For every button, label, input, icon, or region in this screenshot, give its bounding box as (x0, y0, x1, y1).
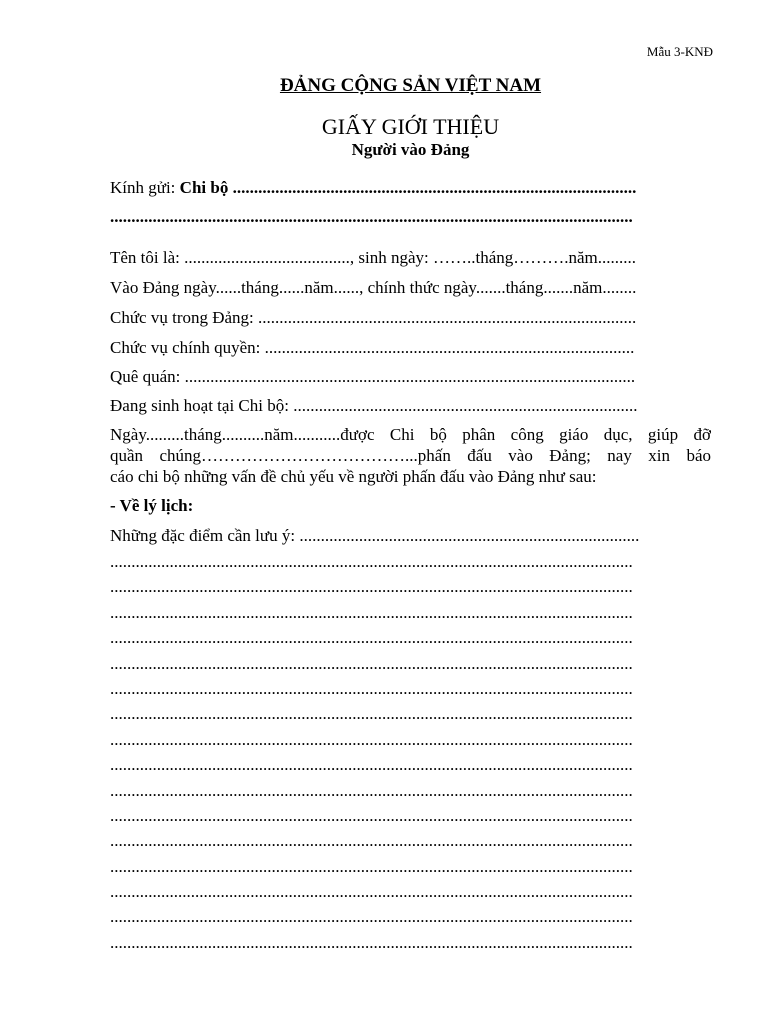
dot-line: ........................................................................................................................... (110, 678, 633, 698)
dot-line: ........................................................................................................................... (110, 755, 633, 775)
notes-dot-lines (110, 549, 711, 955)
form-code: Mẫu 3-KNĐ (646, 44, 713, 59)
notes-field: Những đặc điểm cần lưu ý: ................................................................................ (110, 526, 640, 545)
dot-line: ........................................................................................................................... (110, 780, 633, 800)
government-position-field: Chức vụ chính quyền: ....................................................................................... (110, 338, 635, 357)
party-position-field: Chức vụ trong Đảng: ......................................................................................... (110, 308, 637, 327)
hometown-field: Quê quán: .......................................................................................................... (110, 367, 636, 386)
background-heading: - Về lý lịch: (110, 496, 194, 515)
dot-line: ........................................................................................................................... (110, 805, 633, 825)
organization-name: ĐẢNG CỘNG SẢN VIỆT NAM (279, 75, 542, 96)
dot-line: ........................................................................................................................... (110, 856, 633, 876)
document-page (110, 0, 711, 1024)
dot-line: ........................................................................................................................... (110, 932, 633, 952)
recipient-line (110, 177, 711, 201)
document-subtitle: Người vào Đảng (351, 140, 470, 159)
dot-line: ........................................................................................................................... (110, 653, 633, 673)
current-cell-field: Đang sinh hoạt tại Chi bộ: ................................................................................. (110, 396, 638, 415)
paragraph-line: quần chúng………………………………...phấn đấu vào Đảng; nay xin báo (110, 446, 711, 465)
dot-line: ........................................................................................................................... (110, 729, 633, 749)
dot-line: ........................................................................................................................... (110, 577, 633, 597)
assignment-paragraph (110, 424, 711, 487)
dot-line: ........................................................................................................................... (110, 628, 633, 648)
dot-line: ........................................................................................................................... (110, 704, 633, 724)
paragraph-line: cáo chi bộ những vấn đề chủ yếu về người phấn đấu vào Đảng như sau: (110, 467, 597, 486)
paragraph-line: Ngày.........tháng..........năm...........được Chi bộ phân công giáo dục, giúp đỡ (110, 425, 711, 444)
dot-line: ........................................................................................................................... (110, 882, 633, 902)
dot-line: ........................................................................................................................... (110, 552, 633, 571)
admission-date-field: Vào Đảng ngày......tháng......năm......, chính thức ngày.......tháng.......năm........ (110, 278, 637, 297)
recipient-continuation: ........................................................................................................................... (110, 207, 633, 226)
dot-line: ........................................................................................................................... (110, 907, 633, 927)
recipient-value: Chi bộ ............................................................................................... (179, 178, 637, 197)
dot-line: ........................................................................................................................... (110, 602, 633, 622)
dot-line: ........................................................................................................................... (110, 831, 633, 851)
recipient-label: Kính gửi: (110, 178, 180, 197)
name-birthdate-field: Tên tôi là: ......................................., sinh ngày: ……..tháng……….năm......... (110, 248, 637, 267)
document-title: GIẤY GIỚI THIỆU (321, 114, 500, 139)
